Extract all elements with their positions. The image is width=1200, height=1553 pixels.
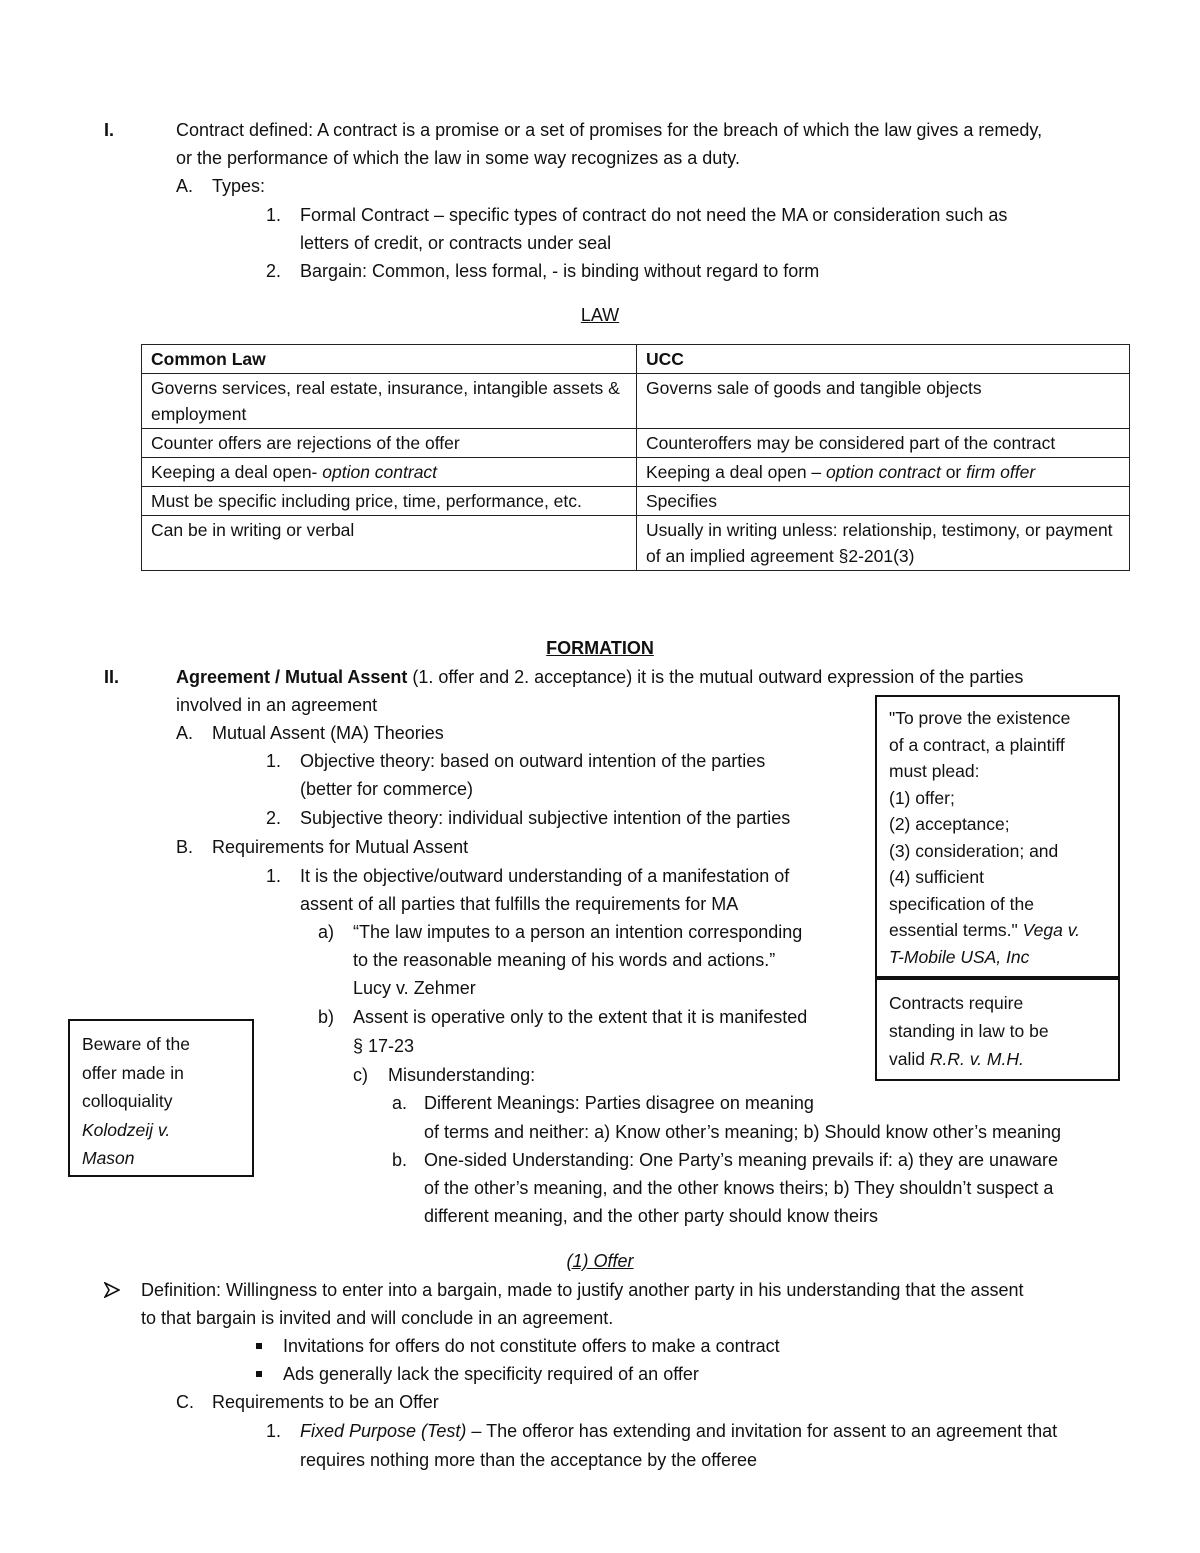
table-cell: Can be in writing or verbal <box>142 516 637 571</box>
outline-heading: Requirements to be an Offer <box>212 1392 439 1412</box>
note-text: valid <box>889 1049 930 1069</box>
case-citation: Mason <box>82 1148 135 1168</box>
note-line: "To prove the existence <box>889 708 1071 728</box>
outline-text: “The law imputes to a person an intention corresponding <box>353 922 803 942</box>
case-citation: R.R. v. M.H. <box>929 1049 1024 1069</box>
note-line: of a contract, a plaintiff <box>889 734 1065 755</box>
outline-text: Assent is operative only to the extent that it is manifested <box>353 1007 808 1027</box>
table-row <box>142 429 1130 458</box>
formation-heading: FORMATION <box>546 638 654 658</box>
types-heading: Types: <box>212 176 266 196</box>
outline-text: different meaning, and the other party should know theirs <box>424 1206 878 1226</box>
note-line: standing in law to be <box>889 1021 1049 1041</box>
cell-emphasis: option contract <box>826 462 941 482</box>
outline-number: 2. <box>266 261 282 281</box>
case-citation: Lucy v. Zehmer <box>353 978 476 998</box>
offer-definition-line: Definition: Willingness to enter into a bargain, made to justify another party in his understanding that the assent <box>141 1280 1024 1300</box>
outline-text <box>300 1417 1057 1445</box>
arrow-bullet-icon <box>104 1282 120 1298</box>
outline-letter: b) <box>318 1007 335 1027</box>
beware-note-box <box>68 1019 254 1177</box>
table-header-row <box>142 345 1130 374</box>
agreement-line: involved in an agreement <box>176 695 378 715</box>
note-line: specification of the <box>889 893 1034 914</box>
law-comparison-table <box>141 344 1130 571</box>
outline-letter: a) <box>318 922 335 942</box>
outline-number: 1. <box>266 866 282 886</box>
cell-text: Keeping a deal open – <box>646 462 827 482</box>
table-cell: Counter offers are rejections of the offer <box>142 429 637 458</box>
section-number: I. <box>104 120 115 140</box>
outline-text: of terms and neither: a) Know other’s meaning; b) Should know other’s meaning <box>424 1122 1062 1142</box>
outline-text: Different Meanings: Parties disagree on meaning <box>424 1093 814 1113</box>
cell-emphasis: option contract <box>322 462 438 482</box>
standing-note-box <box>875 978 1120 1081</box>
outline-text: requires nothing more than the acceptance by the offeree <box>300 1450 757 1470</box>
section-number: II. <box>104 667 120 687</box>
case-citation: Kolodzeij v. <box>82 1119 171 1140</box>
outline-text: One-sided Understanding: One Party’s meaning prevails if: a) they are unaware <box>424 1150 1059 1170</box>
agreement-title: Agreement / Mutual Assent <box>176 667 408 687</box>
outline-heading: Mutual Assent (MA) Theories <box>212 723 444 743</box>
table-row <box>142 374 1130 429</box>
note-line: Beware of the <box>82 1034 190 1054</box>
note-line: Contracts require <box>889 993 1024 1013</box>
outline-number: 1. <box>266 1421 282 1441</box>
type-item-text: letters of credit, or contracts under seal <box>300 233 612 253</box>
type-item-text: Bargain: Common, less formal, - is binding without regard to form <box>300 261 820 281</box>
case-citation: Vega v. <box>1022 920 1081 940</box>
outline-label: A. <box>176 723 194 743</box>
outline-label: B. <box>176 837 194 857</box>
note-line: (4) sufficient <box>889 867 984 887</box>
note-line: must plead: <box>889 761 980 781</box>
bullet-text: Ads generally lack the specificity required of an offer <box>283 1364 699 1384</box>
type-item-text: Formal Contract – specific types of contract do not need the MA or consideration such as <box>300 205 1008 225</box>
table-cell: Counteroffers may be considered part of the contract <box>637 429 1130 458</box>
outline-label: A. <box>176 176 194 196</box>
contract-definition-line: or the performance of which the law in some way recognizes as a duty. <box>176 148 740 168</box>
outline-text: assent of all parties that fulfills the requirements for MA <box>300 894 739 914</box>
table-row <box>142 458 1130 487</box>
case-citation: T-Mobile USA, Inc <box>889 946 1030 967</box>
vega-note-box <box>875 695 1120 978</box>
outline-heading: Requirements for Mutual Assent <box>212 837 469 857</box>
note-line: (2) acceptance; <box>889 814 1010 834</box>
table-cell: Governs sale of goods and tangible objects <box>637 374 1130 429</box>
outline-text: of the other’s meaning, and the other knows theirs; b) They shouldn’t suspect a <box>424 1178 1054 1198</box>
table-cell: Usually in writing unless: relationship, testimony, or payment of an implied agreement §2-201(3) <box>637 516 1130 571</box>
agreement-line <box>176 663 1023 691</box>
note-line: offer made in <box>82 1062 184 1083</box>
outline-letter: a. <box>392 1093 408 1113</box>
outline-letter: b. <box>392 1150 408 1170</box>
test-name: Fixed Purpose (Test) <box>300 1421 467 1441</box>
note-line: colloquiality <box>82 1091 173 1111</box>
note-line <box>889 917 1106 944</box>
outline-text: (better for commerce) <box>300 779 474 799</box>
outline-label: C. <box>176 1392 194 1412</box>
law-heading: LAW <box>580 305 620 325</box>
outline-letter: c) <box>353 1065 368 1085</box>
outline-text: Misunderstanding: <box>388 1065 536 1085</box>
cell-text: or <box>940 462 967 482</box>
square-bullet-icon <box>256 1371 262 1377</box>
outline-number: 1. <box>266 205 282 225</box>
statute-citation: § 17-23 <box>353 1036 415 1056</box>
note-text: essential terms." <box>889 920 1023 940</box>
note-line <box>889 1045 1106 1073</box>
table-cell <box>637 458 1130 487</box>
outline-text: to the reasonable meaning of his words and actions.” <box>353 950 776 970</box>
table-cell: Specifies <box>637 487 1130 516</box>
square-bullet-icon <box>256 1343 262 1349</box>
column-header: UCC <box>637 345 1130 374</box>
table-cell: Must be specific including price, time, performance, etc. <box>142 487 637 516</box>
offer-heading: (1) Offer <box>566 1251 634 1271</box>
outline-number: 1. <box>266 751 282 771</box>
table-cell: Governs services, real estate, insurance, intangible assets & employment <box>142 374 637 429</box>
table-row <box>142 516 1130 571</box>
table-cell <box>142 458 637 487</box>
column-header: Common Law <box>142 345 637 374</box>
table-row <box>142 487 1130 516</box>
outline-text: It is the objective/outward understanding of a manifestation of <box>300 866 790 886</box>
agreement-text: (1. offer and 2. acceptance) it is the mutual outward expression of the parties <box>407 667 1024 687</box>
cell-text: Keeping a deal open- <box>151 462 323 482</box>
note-line: (3) consideration; and <box>889 840 1059 861</box>
note-line: (1) offer; <box>889 787 955 808</box>
test-description: – The offeror has extending and invitation for assent to an agreement that <box>466 1421 1058 1441</box>
outline-text: Objective theory: based on outward intention of the parties <box>300 751 766 771</box>
outline-text: Subjective theory: individual subjective intention of the parties <box>300 808 791 828</box>
bullet-text: Invitations for offers do not constitute offers to make a contract <box>283 1336 780 1356</box>
contract-definition-line: Contract defined: A contract is a promise or a set of promises for the breach of which the law gives a remedy, <box>176 120 1043 140</box>
offer-definition-line: to that bargain is invited and will conclude in an agreement. <box>141 1308 614 1328</box>
cell-emphasis: firm offer <box>966 462 1036 482</box>
outline-number: 2. <box>266 808 282 828</box>
